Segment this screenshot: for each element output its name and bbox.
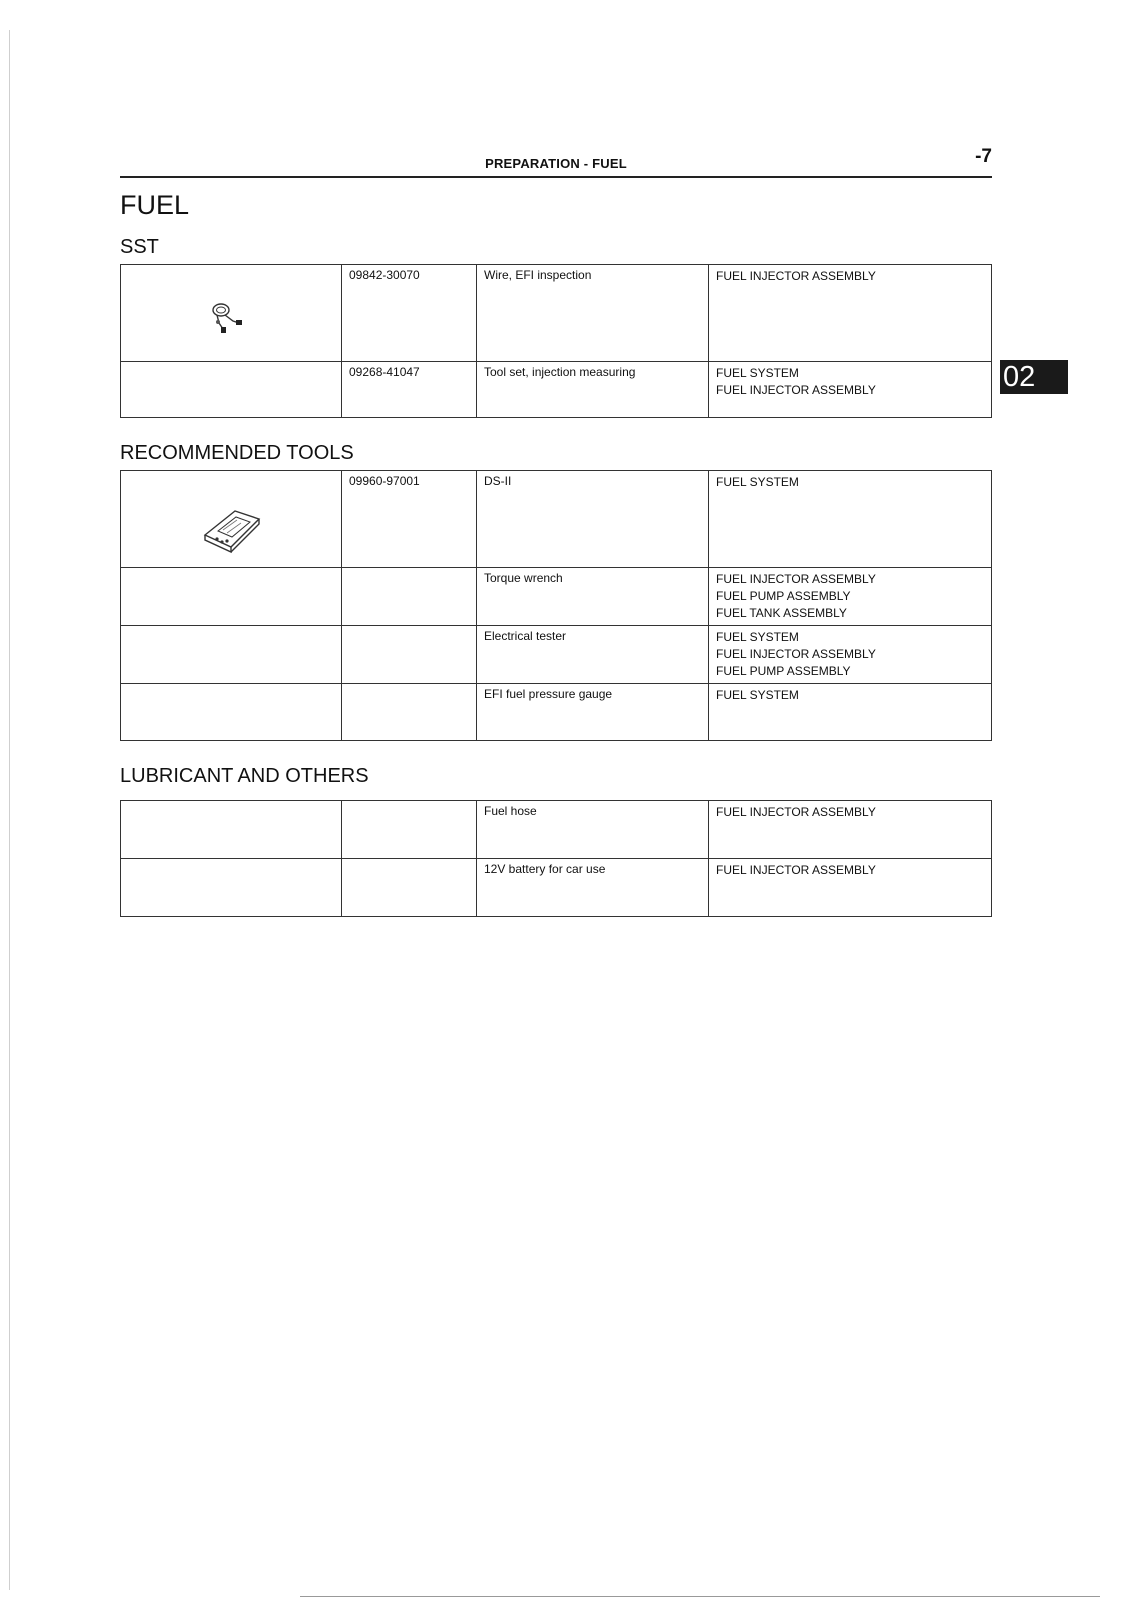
part-number: 09268-41047	[342, 362, 477, 418]
used-for-item: FUEL TANK ASSEMBLY	[716, 606, 847, 620]
part-number: 09960-97001	[342, 471, 477, 568]
used-for-item: FUEL INJECTOR ASSEMBLY	[716, 383, 876, 397]
part-number	[342, 626, 477, 684]
tool-illustration-cell	[121, 859, 342, 917]
recommended-tools-heading: RECOMMENDED TOOLS	[120, 442, 354, 464]
table-row	[121, 568, 992, 626]
tool-name: Fuel hose	[477, 801, 709, 859]
tool-illustration-cell	[121, 265, 342, 362]
part-number: 09842-30070	[342, 265, 477, 362]
used-for-item: FUEL INJECTOR ASSEMBLY	[716, 269, 876, 283]
used-for-item: FUEL SYSTEM	[716, 366, 799, 380]
part-number	[342, 684, 477, 741]
tool-name: EFI fuel pressure gauge	[477, 684, 709, 741]
used-for	[709, 265, 992, 362]
tool-illustration-cell	[121, 568, 342, 626]
page-header-title: PREPARATION - FUEL	[485, 156, 627, 171]
tool-illustration-cell	[121, 362, 342, 418]
lubricant-table	[120, 800, 992, 917]
diagnostic-tester-icon	[201, 505, 265, 555]
tool-name: Torque wrench	[477, 568, 709, 626]
page-number: -7	[975, 146, 992, 167]
sst-table	[120, 264, 992, 418]
used-for-item: FUEL PUMP ASSEMBLY	[716, 664, 851, 678]
used-for	[709, 626, 992, 684]
tool-name: DS-II	[477, 471, 709, 568]
tool-illustration-cell	[121, 471, 342, 568]
sst-heading: SST	[120, 236, 159, 258]
page-edge-line	[9, 30, 10, 1590]
part-number	[342, 859, 477, 917]
used-for-item: FUEL INJECTOR ASSEMBLY	[716, 805, 876, 819]
table-row	[121, 859, 992, 917]
part-number	[342, 568, 477, 626]
footer-rule	[300, 1596, 1100, 1597]
used-for	[709, 684, 992, 741]
part-number	[342, 801, 477, 859]
used-for-item: FUEL SYSTEM	[716, 688, 799, 702]
recommended-tools-table	[120, 470, 992, 741]
tool-name: Tool set, injection measuring	[477, 362, 709, 418]
used-for-item: FUEL SYSTEM	[716, 630, 799, 644]
header-divider	[120, 176, 992, 178]
chapter-tab: 02	[1000, 360, 1068, 394]
table-row	[121, 362, 992, 418]
table-row	[121, 265, 992, 362]
table-row	[121, 684, 992, 741]
used-for-item: FUEL SYSTEM	[716, 475, 799, 489]
lubricant-heading: LUBRICANT AND OTHERS	[120, 765, 369, 787]
wire-harness-icon	[207, 301, 247, 337]
used-for-item: FUEL PUMP ASSEMBLY	[716, 589, 851, 603]
tool-name: Electrical tester	[477, 626, 709, 684]
table-row	[121, 801, 992, 859]
table-row	[121, 471, 992, 568]
tool-illustration-cell	[121, 684, 342, 741]
used-for-item: FUEL INJECTOR ASSEMBLY	[716, 863, 876, 877]
used-for	[709, 471, 992, 568]
used-for	[709, 859, 992, 917]
tool-illustration-cell	[121, 801, 342, 859]
used-for-item: FUEL INJECTOR ASSEMBLY	[716, 647, 876, 661]
tool-name: Wire, EFI inspection	[477, 265, 709, 362]
table-row	[121, 626, 992, 684]
used-for	[709, 362, 992, 418]
tool-name: 12V battery for car use	[477, 859, 709, 917]
tool-illustration-cell	[121, 626, 342, 684]
used-for-item: FUEL INJECTOR ASSEMBLY	[716, 572, 876, 586]
used-for	[709, 568, 992, 626]
used-for	[709, 801, 992, 859]
section-title: FUEL	[120, 190, 190, 220]
